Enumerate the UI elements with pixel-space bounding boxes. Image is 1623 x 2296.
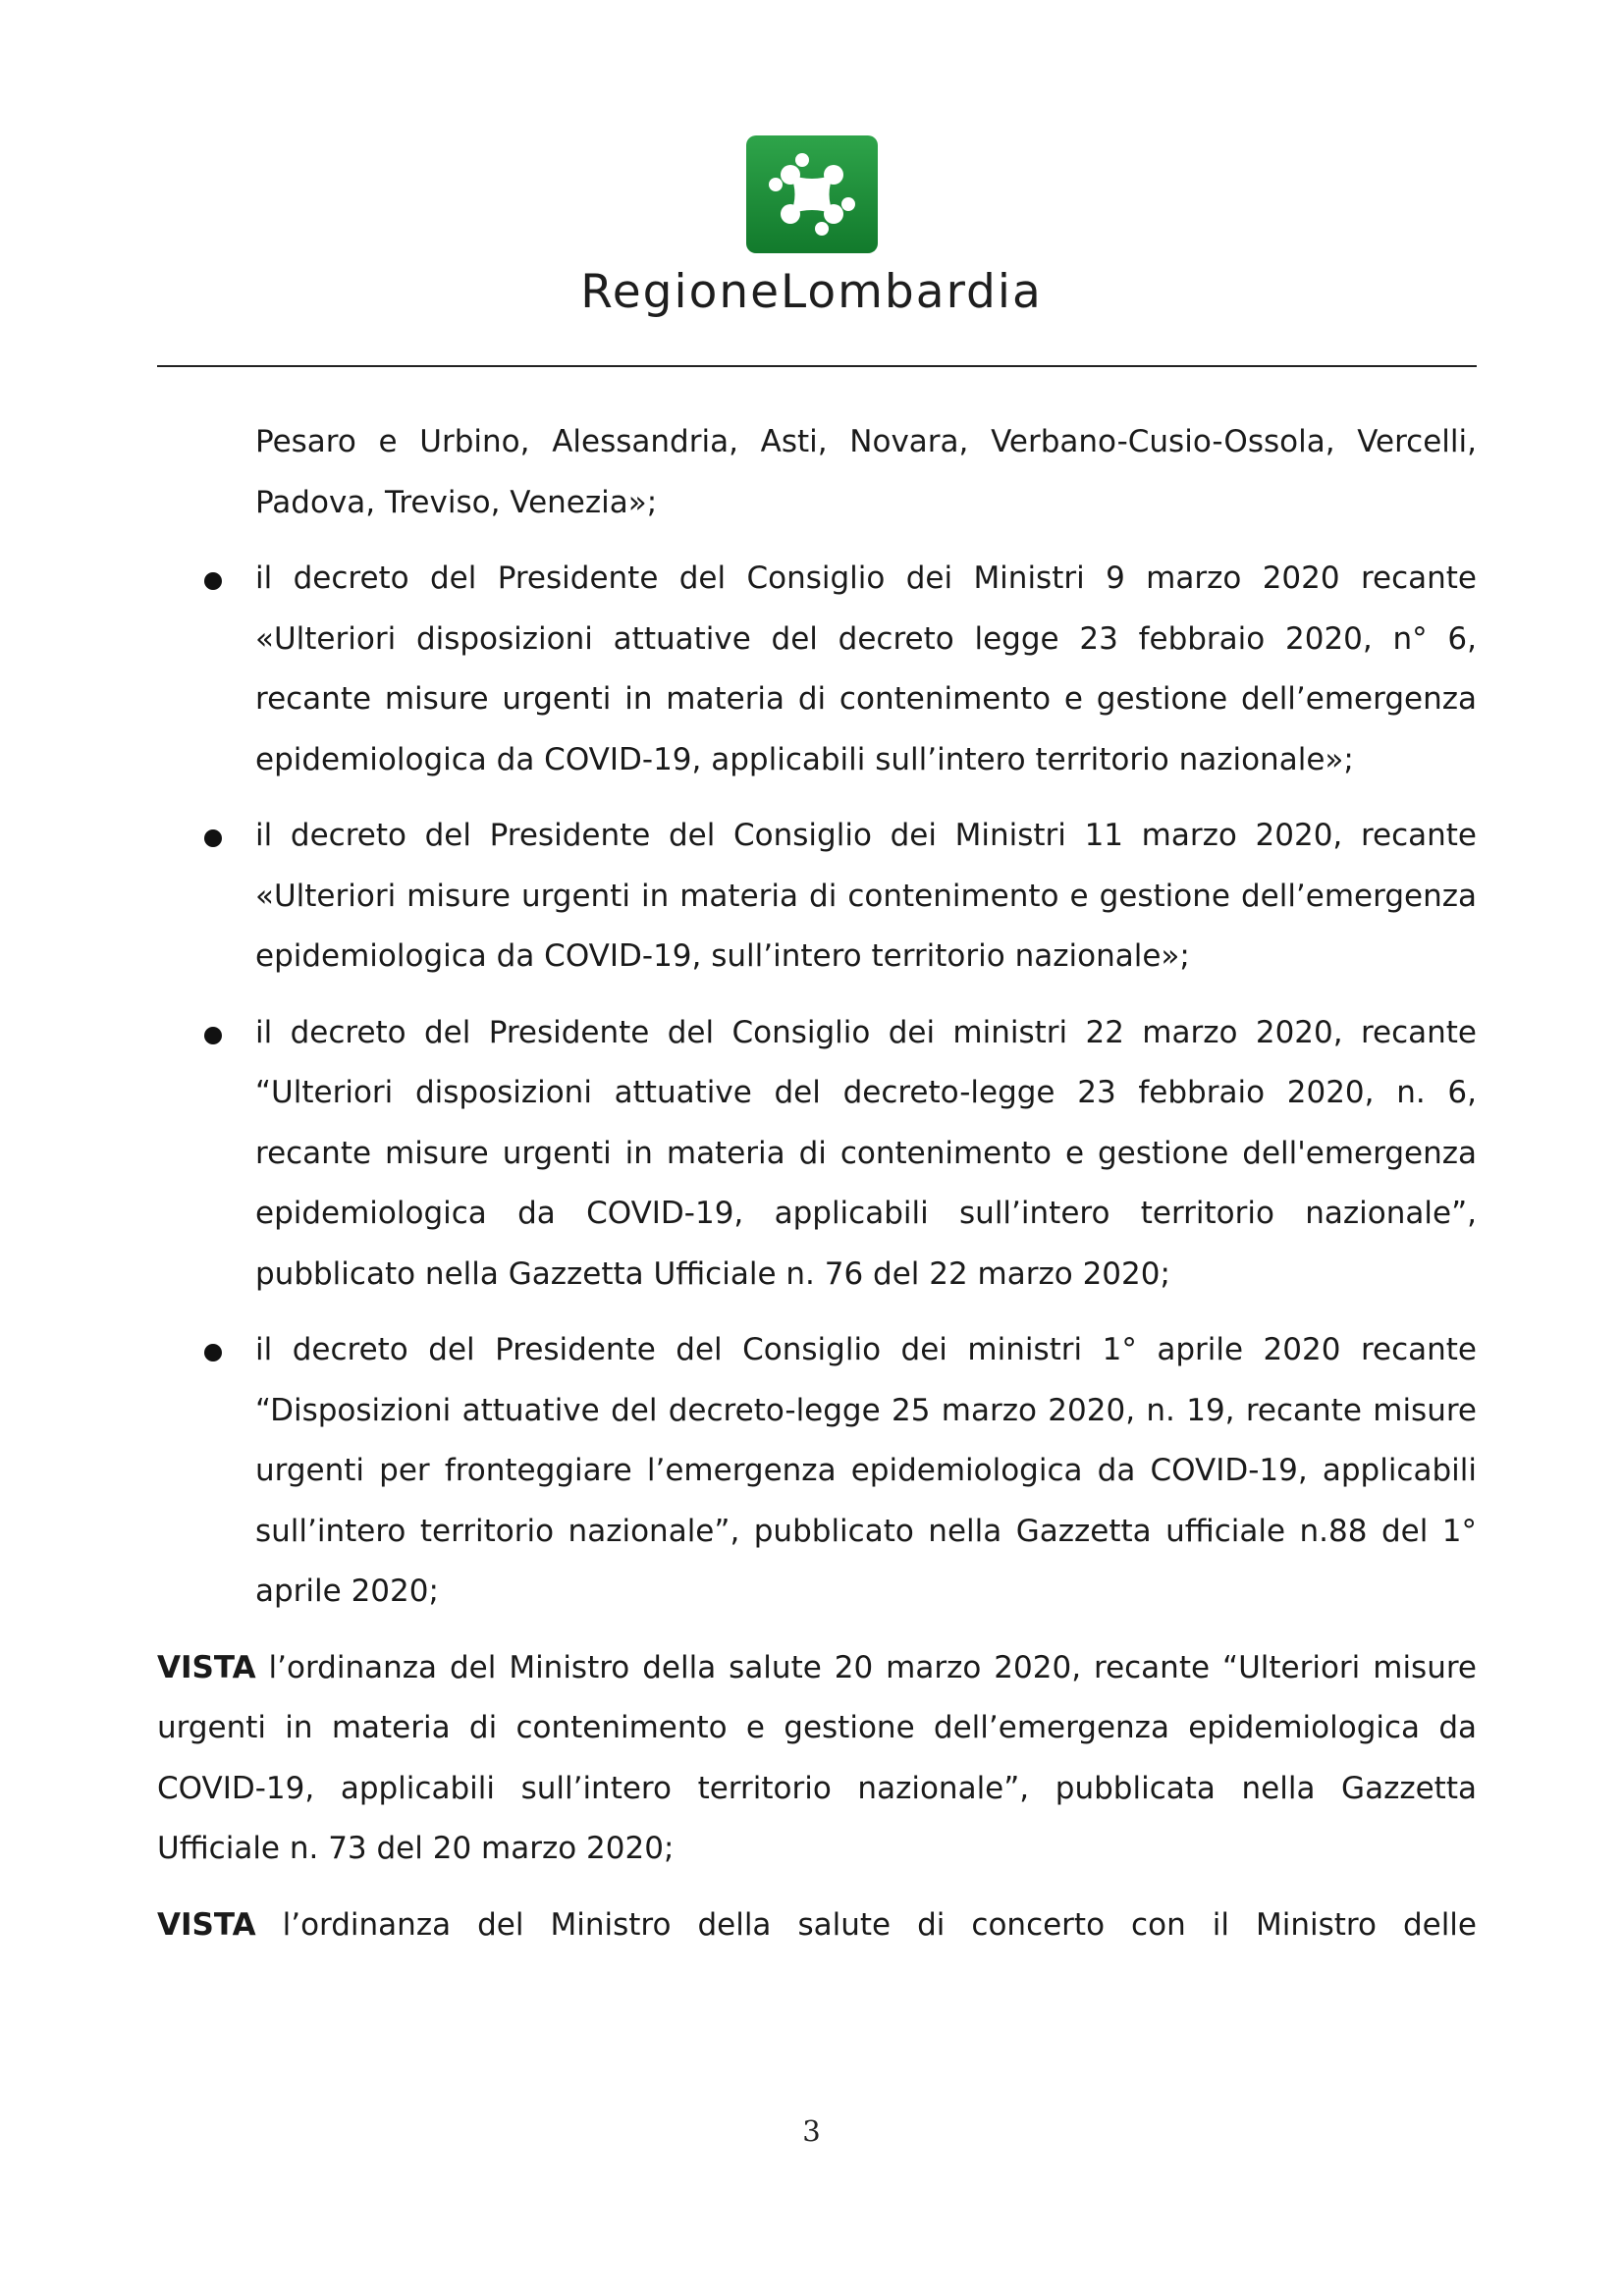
page-number: 3 (802, 2114, 821, 2148)
bullet-icon (204, 829, 222, 847)
vista-label: VISTA (157, 1649, 256, 1685)
list-item (157, 549, 1477, 790)
page-header (0, 135, 1623, 322)
continuation-paragraph: Pesaro e Urbino, Alessandria, Asti, Novara, Verbano-Cusio-Ossola, Vercelli, Padova, Treviso, Venezia»; (255, 424, 1477, 520)
bullet-icon (204, 1027, 222, 1044)
list-item (157, 806, 1477, 988)
vista-text: l’ordinanza del Ministro della salute di concerto con il Ministro delle (255, 1906, 1477, 1943)
list-item-text: il decreto del Presidente del Consiglio dei ministri 22 marzo 2020, recante “Ulteriori disposizioni attuative del decreto-legge 23 febbraio 2020, n. 6, recante misure urgenti in materia di contenimento e gestione dell'emergenza epidemiologica da COVID-19, applicabili sull’intero territorio nazionale”, pubblicato nella Gazzetta Ufficiale n. 76 del 22 marzo 2020; (255, 1014, 1477, 1292)
vista-label: VISTA (157, 1906, 256, 1943)
list-item-text: il decreto del Presidente del Consiglio dei Ministri 11 marzo 2020, recante «Ulteriori misure urgenti in materia di contenimento e gestione dell’emergenza epidemiologica da COVID-19, sull’intero territorio nazionale»; (255, 818, 1477, 974)
header-divider (157, 365, 1477, 367)
vista-paragraph-1 (157, 1638, 1477, 1880)
vista-text: l’ordinanza del Ministro della salute 20 marzo 2020, recante “Ulteriori misure urgenti in materia di contenimento e gestione dell’emergenza epidemiologica da COVID-19, applicabili sull’intero territorio nazionale”, pubblicata nella Gazzetta Ufficiale n. 73 del 20 marzo 2020; (157, 1649, 1477, 1866)
list-item-text: il decreto del Presidente del Consiglio dei ministri 1° aprile 2020 recante “Disposizioni attuative del decreto-legge 25 marzo 2020, n. 19, recante misure urgenti per fronteggiare l’emergenza epidemiologica da COVID-19, applicabili sull’intero territorio nazionale”, pubblicato nella Gazzetta ufficiale n.88 del 1° aprile 2020; (255, 1332, 1477, 1609)
document-body (157, 412, 1477, 1971)
logo-wordmark: RegioneLombardia (580, 265, 1043, 319)
bullet-icon (204, 572, 222, 590)
list-item (157, 1003, 1477, 1306)
list-item-text: il decreto del Presidente del Consiglio dei Ministri 9 marzo 2020 recante «Ulteriori disposizioni attuative del decreto legge 23 febbraio 2020, n° 6, recante misure urgenti in materia di contenimento e gestione dell’emergenza epidemiologica da COVID-19, applicabili sull’intero territorio nazionale»; (255, 561, 1477, 777)
list-item (157, 1320, 1477, 1623)
regione-lombardia-logo-icon (746, 135, 878, 253)
vista-paragraph-2 (157, 1896, 1477, 1956)
decree-list (157, 549, 1477, 1623)
bullet-icon (204, 1344, 222, 1362)
